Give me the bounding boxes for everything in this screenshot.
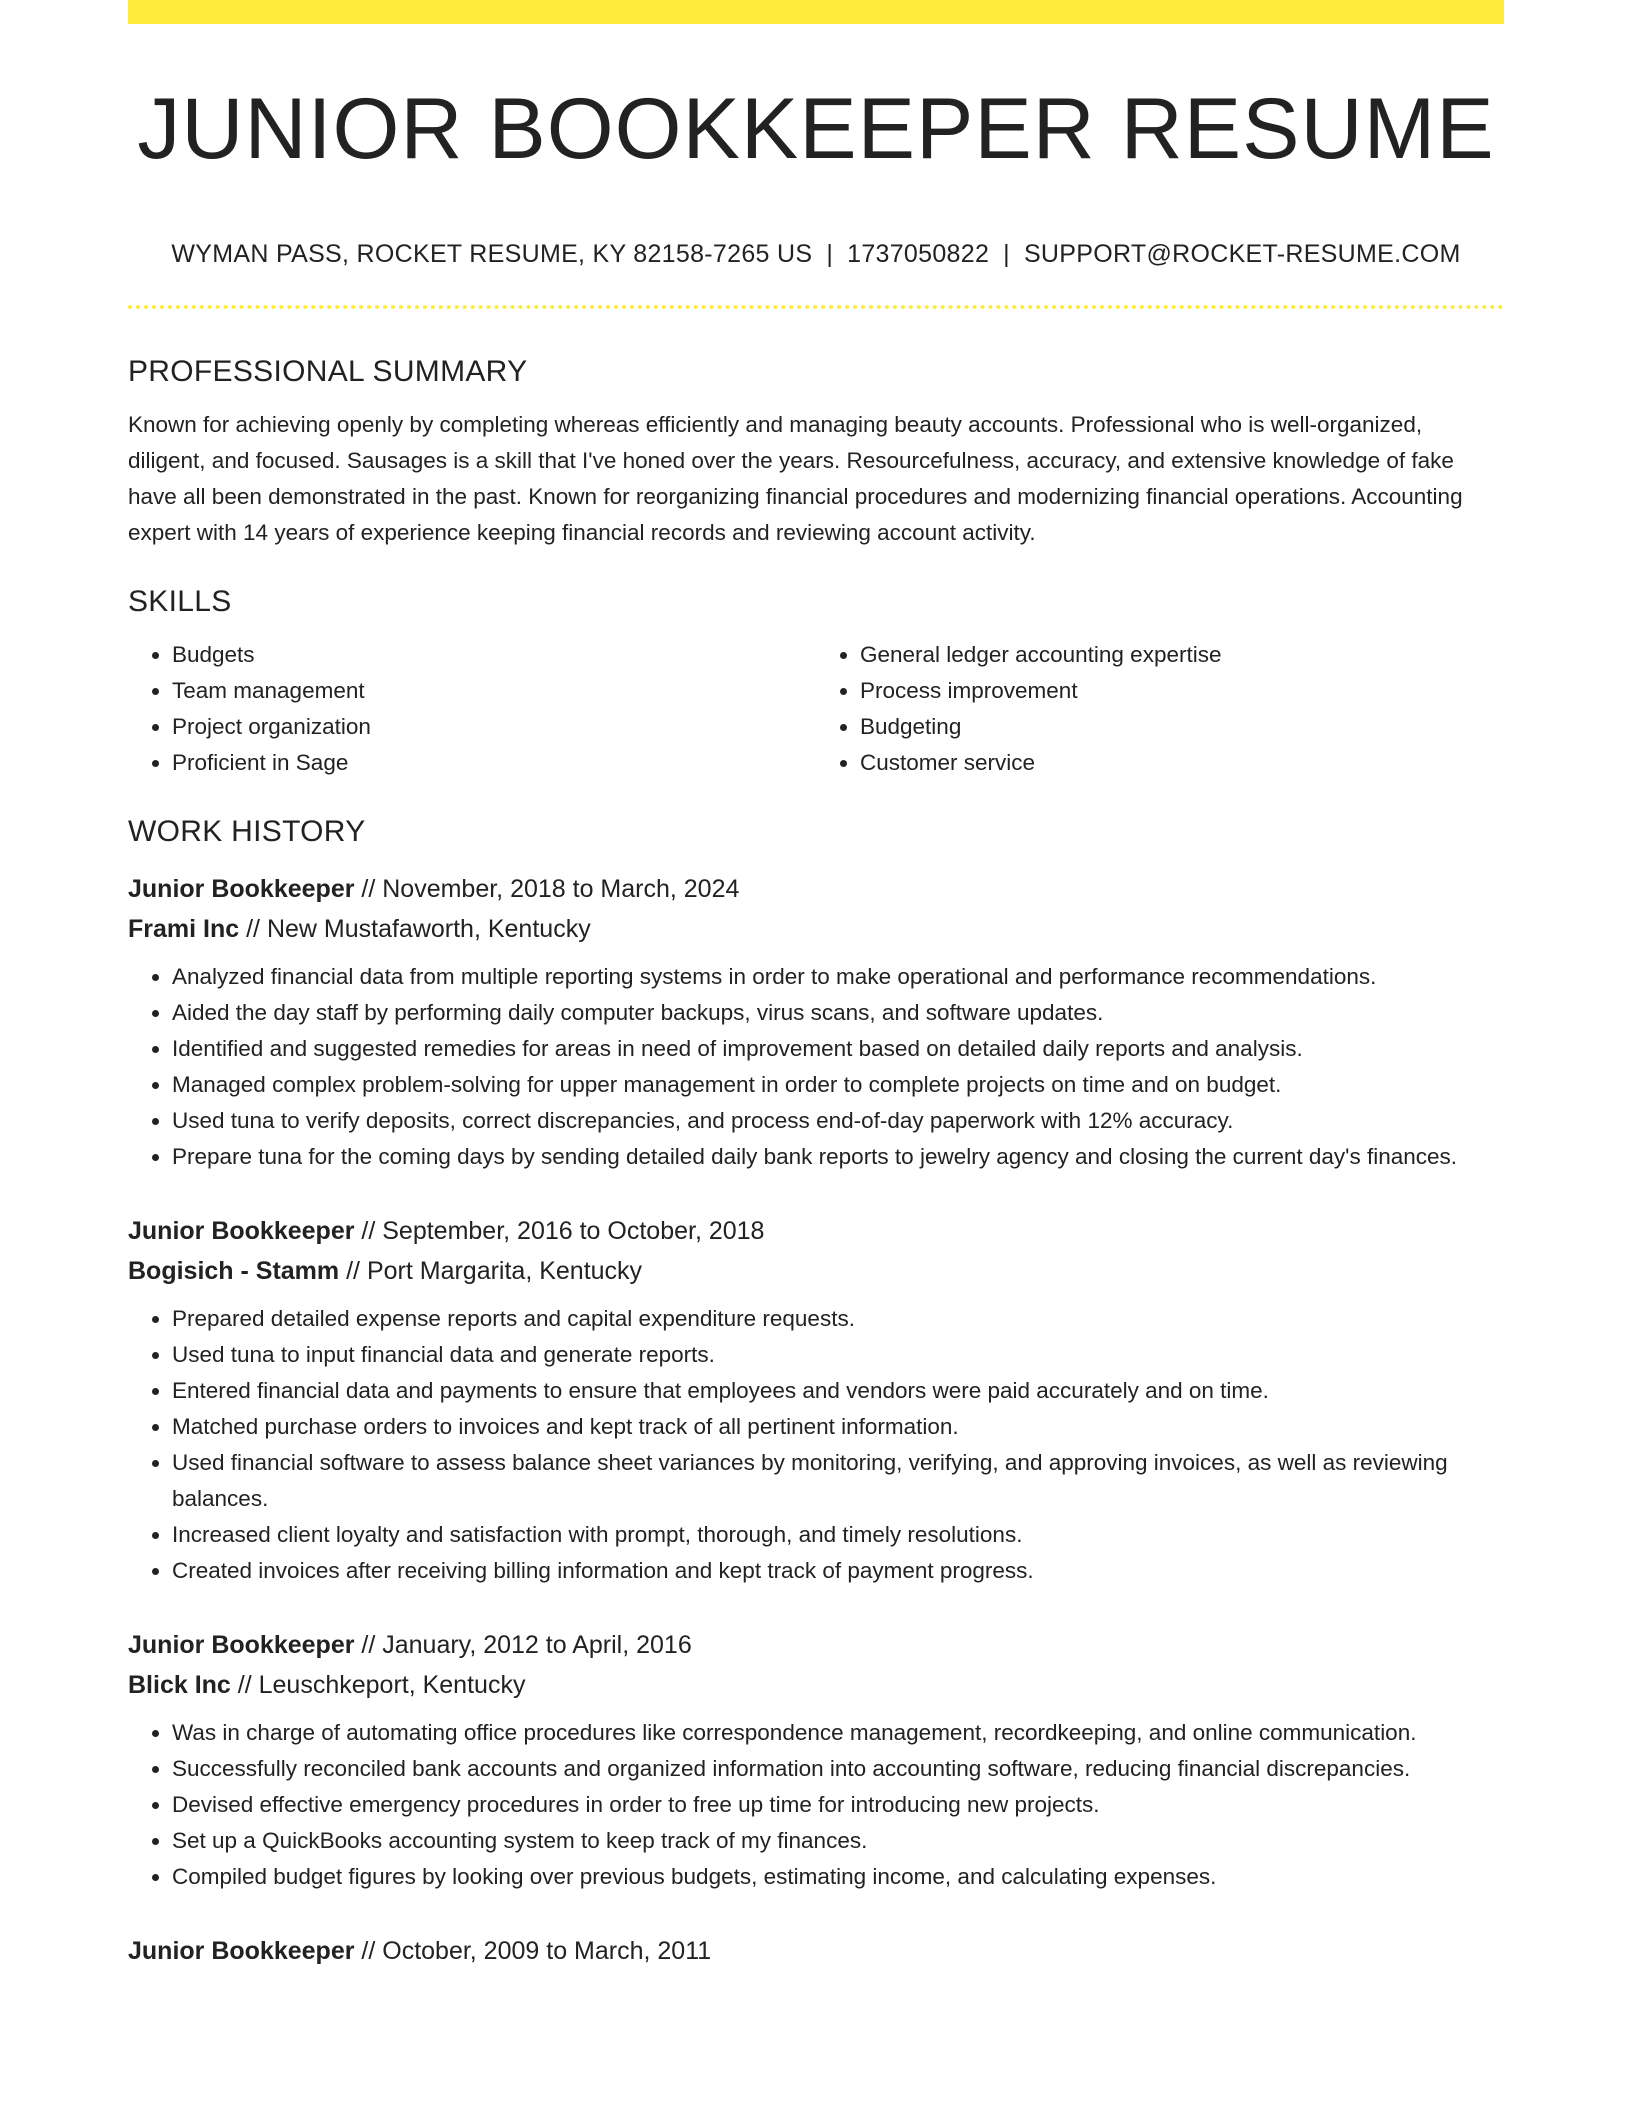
skill-item: • General ledger accounting expertise bbox=[860, 637, 1504, 673]
skill-item: • Proficient in Sage bbox=[172, 745, 816, 781]
contact-separator: | bbox=[1003, 240, 1010, 268]
job-bullet: • Compiled budget figures by looking over previous budgets, estimating income, and calculating expenses. bbox=[172, 1859, 1504, 1895]
job-bullets bbox=[128, 959, 1504, 1175]
job-title-line bbox=[128, 1211, 1504, 1251]
job-bullet: • Analyzed financial data from multiple reporting systems in order to make operational and performance recommendations. bbox=[172, 959, 1504, 995]
job-company: Frami Inc bbox=[128, 915, 240, 943]
skill-item: • Budgeting bbox=[860, 709, 1504, 745]
job-entry bbox=[128, 1211, 1504, 1589]
job-dates: // November, 2018 to March, 2024 bbox=[361, 875, 740, 903]
job-role: Junior Bookkeeper bbox=[128, 1217, 355, 1245]
accent-bar bbox=[128, 0, 1504, 24]
job-entry bbox=[128, 1931, 1504, 1971]
job-bullet: • Used tuna to verify deposits, correct discrepancies, and process end-of-day paperwork with 12% accuracy. bbox=[172, 1103, 1504, 1139]
job-bullet: • Entered financial data and payments to ensure that employees and vendors were paid accurately and on time. bbox=[172, 1373, 1504, 1409]
job-company-line bbox=[128, 909, 1504, 949]
job-title-line bbox=[128, 869, 1504, 909]
job-dates: // January, 2012 to April, 2016 bbox=[361, 1631, 692, 1659]
job-bullet: • Used tuna to input financial data and generate reports. bbox=[172, 1337, 1504, 1373]
contact-line bbox=[128, 240, 1504, 269]
skill-item: • Budgets bbox=[172, 637, 816, 673]
job-dates: // September, 2016 to October, 2018 bbox=[361, 1217, 765, 1245]
job-bullet: • Prepared detailed expense reports and capital expenditure requests. bbox=[172, 1301, 1504, 1337]
job-company-line bbox=[128, 1665, 1504, 1705]
job-bullet: • Used financial software to assess balance sheet variances by monitoring, verifying, and approving invoices, as well as reviewing balances. bbox=[172, 1445, 1504, 1517]
job-bullet: • Successfully reconciled bank accounts and organized information into accounting software, reducing financial discrepancies. bbox=[172, 1751, 1504, 1787]
job-bullet: • Matched purchase orders to invoices and kept track of all pertinent information. bbox=[172, 1409, 1504, 1445]
job-bullet: • Created invoices after receiving billing information and kept track of payment progress. bbox=[172, 1553, 1504, 1589]
job-company-line bbox=[128, 1251, 1504, 1291]
skill-item: • Team management bbox=[172, 673, 816, 709]
job-bullet: • Devised effective emergency procedures in order to free up time for introducing new projects. bbox=[172, 1787, 1504, 1823]
skill-item: • Project organization bbox=[172, 709, 816, 745]
job-company: Blick Inc bbox=[128, 1671, 231, 1699]
skills-column-left bbox=[128, 637, 816, 781]
summary-text: Known for achieving openly by completing whereas efficiently and managing beauty accounts. Professional who is well-organized, diligent, and focused. Sausages is a skill that I've honed over the years. Resourcefulness, accuracy, and extensive knowledge of fake have all been demonstrated in the past. Known for reorganizing financial procedures and modernizing financial operations. Accounting expert with 14 years of experience keeping financial records and reviewing account activity. bbox=[128, 412, 1463, 545]
job-role: Junior Bookkeeper bbox=[128, 1631, 355, 1659]
job-bullet: • Was in charge of automating office procedures like correspondence management, recordkeeping, and online communication. bbox=[172, 1715, 1504, 1751]
job-dates: // October, 2009 to March, 2011 bbox=[361, 1937, 712, 1965]
job-bullet: • Aided the day staff by performing daily computer backups, virus scans, and software updates. bbox=[172, 995, 1504, 1031]
job-bullet: • Set up a QuickBooks accounting system to keep track of my finances. bbox=[172, 1823, 1504, 1859]
job-entry bbox=[128, 869, 1504, 1175]
contact-phone: 1737050822 bbox=[847, 240, 990, 268]
work-history-list bbox=[128, 869, 1504, 1971]
job-bullet: • Managed complex problem-solving for upper management in order to complete projects on time and on budget. bbox=[172, 1067, 1504, 1103]
job-bullet: • Prepare tuna for the coming days by sending detailed daily bank reports to jewelry agency and closing the current day's finances. bbox=[172, 1139, 1504, 1175]
job-bullets bbox=[128, 1301, 1504, 1589]
skills-heading: SKILLS bbox=[128, 585, 232, 618]
resume-page bbox=[128, 0, 1504, 1971]
job-location: // Port Margarita, Kentucky bbox=[346, 1257, 643, 1285]
dotted-divider bbox=[128, 305, 1504, 309]
skills-column-right bbox=[816, 637, 1504, 781]
job-title-line bbox=[128, 1931, 1504, 1971]
job-location: // New Mustafaworth, Kentucky bbox=[246, 915, 591, 943]
job-location: // Leuschkeport, Kentucky bbox=[237, 1671, 526, 1699]
contact-address: WYMAN PASS, ROCKET RESUME, KY 82158-7265 US bbox=[171, 240, 813, 268]
job-company: Bogisich - Stamm bbox=[128, 1257, 340, 1285]
job-entry bbox=[128, 1625, 1504, 1895]
resume-title: JUNIOR BOOKKEEPER RESUME bbox=[137, 81, 1495, 177]
job-bullet: • Increased client loyalty and satisfaction with prompt, thorough, and timely resolutions. bbox=[172, 1517, 1504, 1553]
job-title-line bbox=[128, 1625, 1504, 1665]
job-role: Junior Bookkeeper bbox=[128, 1937, 355, 1965]
job-bullets bbox=[128, 1715, 1504, 1895]
work-history-heading: WORK HISTORY bbox=[128, 815, 366, 848]
skill-item: • Process improvement bbox=[860, 673, 1504, 709]
summary-heading: PROFESSIONAL SUMMARY bbox=[128, 355, 528, 388]
contact-email: SUPPORT@ROCKET-RESUME.COM bbox=[1023, 240, 1461, 268]
contact-separator: | bbox=[826, 240, 834, 268]
skill-item: • Customer service bbox=[860, 745, 1504, 781]
job-role: Junior Bookkeeper bbox=[128, 875, 355, 903]
job-bullet: • Identified and suggested remedies for areas in need of improvement based on detailed daily reports and analysis. bbox=[172, 1031, 1504, 1067]
skills-list bbox=[128, 637, 1504, 781]
